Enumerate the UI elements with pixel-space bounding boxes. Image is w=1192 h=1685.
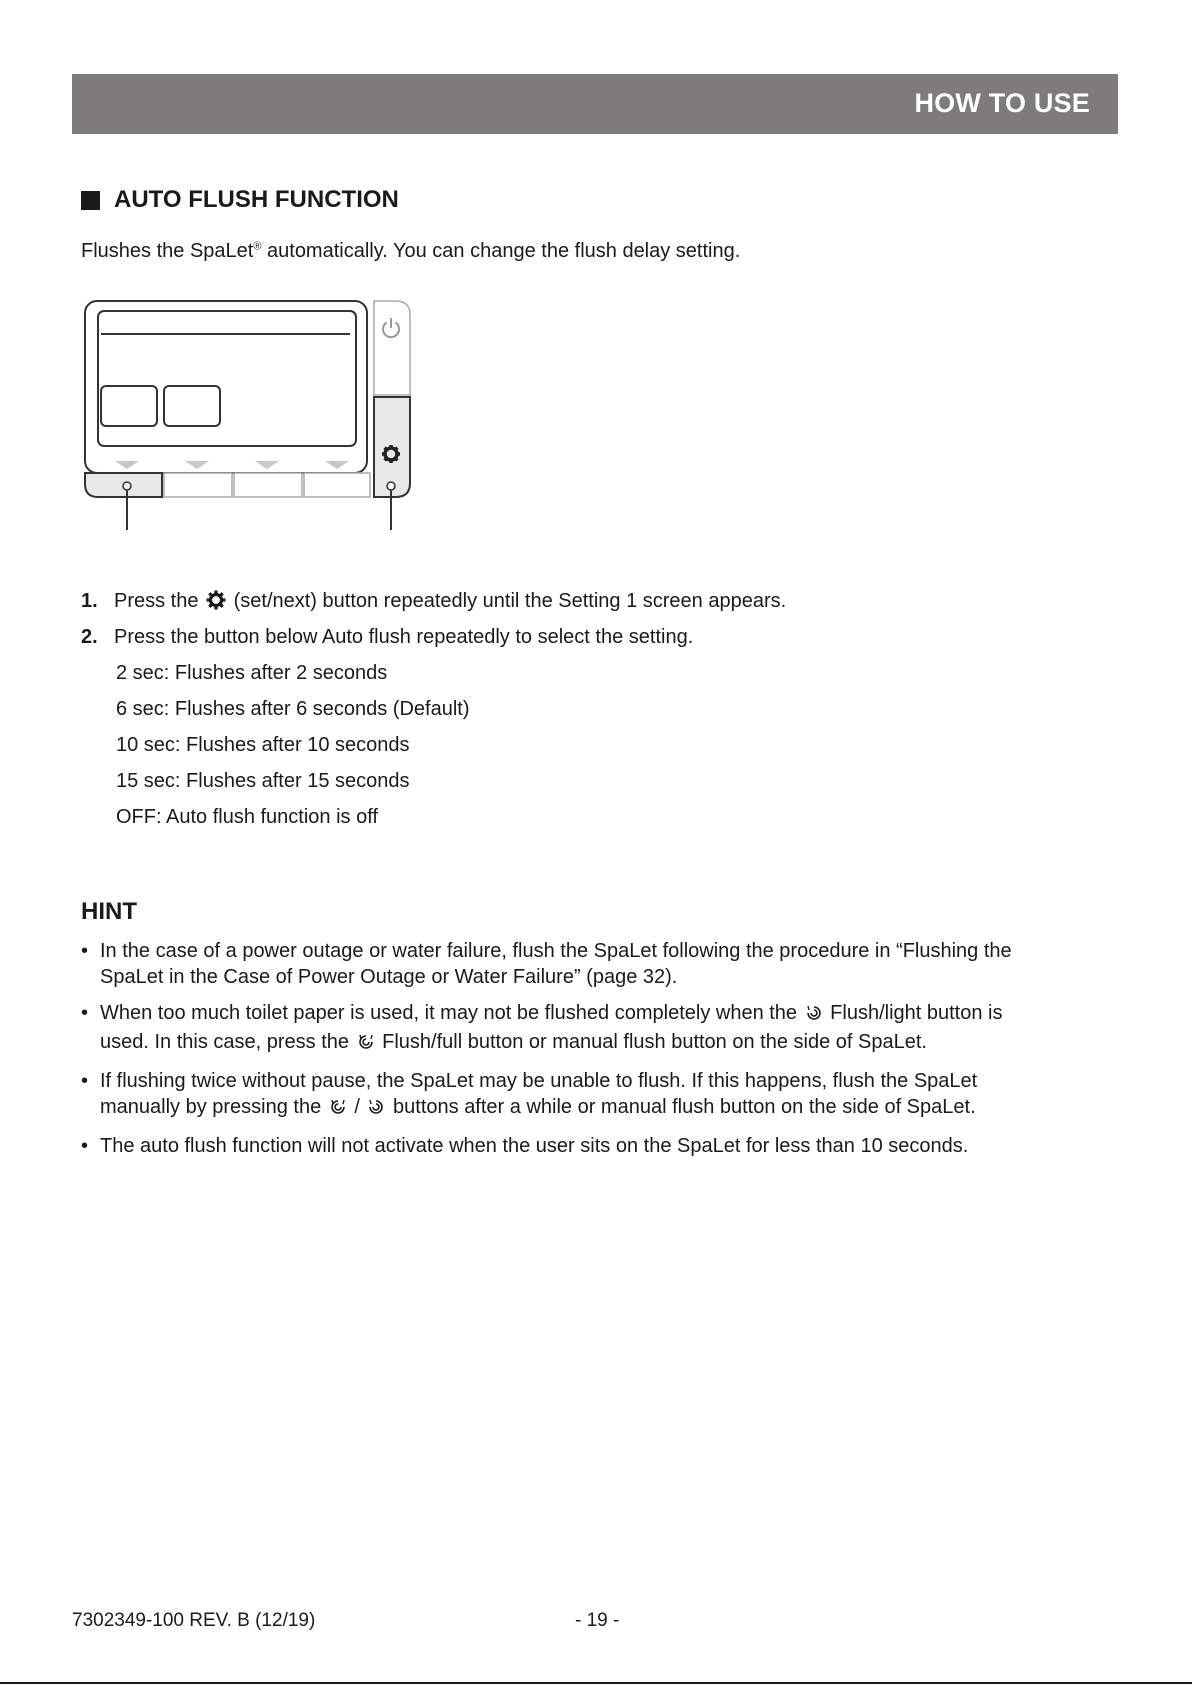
gear-icon xyxy=(206,590,226,617)
header-bar xyxy=(72,74,1118,134)
flush-full-icon xyxy=(329,1097,347,1123)
step-2 xyxy=(81,624,694,660)
step-number: 2. xyxy=(81,626,98,648)
footer-doc-number: 7302349-100 REV. B (12/19) xyxy=(72,1610,316,1631)
bullet: • xyxy=(81,1135,89,1157)
header-title: HOW TO USE xyxy=(914,88,1090,118)
control-panel-drawing xyxy=(84,300,454,540)
footer-page-number: - 19 - xyxy=(575,1610,620,1631)
option-item: OFF: Auto flush function is off xyxy=(116,806,378,828)
option-item: 15 sec: Flushes after 15 seconds xyxy=(116,770,410,792)
step-text: Press the button below Auto flush repeatedly to select the setting. xyxy=(114,626,694,648)
step-1 xyxy=(81,588,787,624)
intro-text: Flushes the SpaLet® automatically. You can change the flush delay setting. xyxy=(81,240,741,262)
section-title: AUTO FLUSH FUNCTION xyxy=(114,186,399,213)
hint-list xyxy=(81,938,1121,1169)
hint-title: HINT xyxy=(81,898,137,925)
panel-button-4[interactable] xyxy=(304,473,370,497)
hint-item: • The auto flush function will not activate when the user sits on the SpaLet for less than 10 seconds. xyxy=(81,1135,969,1157)
hint-item: • If flushing twice without pause, the SpaLet may be unable to flush. If this happens, flush the SpaLet manually by pressing the / buttons after a while or manual flush button on the side of SpaLet. xyxy=(81,1068,1121,1123)
hint-item: • When too much toilet paper is used, it may not be flushed completely when the Flush/light button is used. In this case, press the Flush/full button or manual flush button on the side of SpaLet. xyxy=(81,1000,1121,1058)
panel-button-3[interactable] xyxy=(234,473,302,497)
option-item: 10 sec: Flushes after 10 seconds xyxy=(116,734,410,756)
display-box-2 xyxy=(164,386,220,426)
option-item: 2 sec: Flushes after 2 seconds xyxy=(116,662,388,684)
flush-light-icon xyxy=(805,1003,823,1029)
panel-button-2[interactable] xyxy=(164,473,232,497)
display-box-1 xyxy=(101,386,157,426)
control-panel-illustration xyxy=(84,300,454,540)
button-indicator-dot xyxy=(387,482,395,490)
section-heading xyxy=(81,182,399,218)
section-bullet-square xyxy=(81,191,100,210)
step-number: 1. xyxy=(81,590,98,612)
flush-full-icon xyxy=(357,1032,375,1058)
steps-list xyxy=(81,588,787,840)
power-button[interactable] xyxy=(374,301,410,395)
setting-options xyxy=(116,660,470,840)
bullet: • xyxy=(81,1070,89,1092)
bullet: • xyxy=(81,1002,89,1024)
flush-light-icon xyxy=(367,1097,385,1123)
step-text: Press the (set/next) button repeatedly until the Setting 1 screen appears. xyxy=(114,588,786,617)
button-indicator-dot xyxy=(123,482,131,490)
option-item: 6 sec: Flushes after 6 seconds (Default) xyxy=(116,698,470,720)
hint-item: • In the case of a power outage or water failure, flush the SpaLet following the procedure in “Flushing the SpaLet in the Case of Power Outage or Water Failure” (page 32). xyxy=(81,940,1012,988)
footer-rule xyxy=(0,1682,1192,1684)
bullet: • xyxy=(81,940,89,962)
